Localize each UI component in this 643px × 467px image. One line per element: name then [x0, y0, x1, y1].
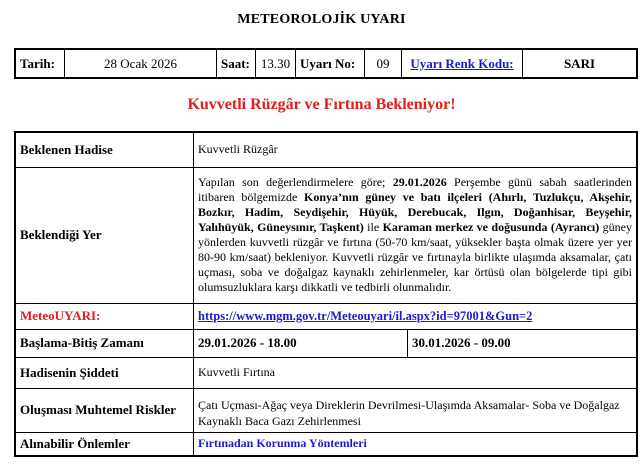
siddet-label: Hadisenin Şiddeti	[15, 357, 194, 388]
tarih-label: Tarih:	[15, 49, 65, 78]
warning-subtitle: Kuvvetli Rüzgâr ve Fırtına Bekleniyor!	[187, 96, 456, 113]
risk-label: Oluşması Muhtemel Riskler	[15, 388, 194, 432]
renk-kodu-link[interactable]: Uyarı Renk Kodu:	[410, 55, 514, 71]
renk-kodu-value: SARI	[523, 49, 638, 78]
document-title: METEOROLOJİK UYARI	[237, 12, 406, 27]
saat-label: Saat:	[217, 49, 256, 78]
warning-header-table	[14, 48, 638, 79]
siddet-value: Kuvvetli Fırtına	[194, 357, 638, 388]
uyari-no-value: 09	[365, 49, 402, 78]
onlem-link[interactable]: Fırtınadan Korunma Yöntemleri	[198, 436, 367, 451]
row-onlemler	[15, 432, 637, 456]
meteouyari-link[interactable]: https://www.mgm.gov.tr/Meteouyari/il.aspx?id=97001&Gun=2	[198, 308, 533, 323]
zaman-end: 30.01.2026 - 09.00	[408, 329, 638, 357]
tarih-value: 28 Ocak 2026	[65, 49, 217, 78]
zaman-start: 29.01.2026 - 18.00	[194, 329, 408, 357]
meteo-label: MeteoUYARI:	[15, 303, 194, 329]
onlem-label: Alınabilir Önlemler	[15, 432, 194, 456]
warning-detail-table	[14, 131, 638, 457]
zaman-label: Başlama-Bitiş Zamanı	[15, 329, 194, 357]
yer-description: Yapılan son değerlendirmelere göre; 29.01.2026 Perşembe günü sabah saatlerinden itibaren bölgemizde Konya’nın güney ve batı ilçeleri (Ahırlı, Tuzlukçu, Akşehir, Bozkır, Hadim, Seydişehir, Hüyük, Derebucak, Ilgın, Doğanhisar, Beyşehir, Yalıhüyük, Güneysınır, Taşkent) ile Karaman merkez ve doğusunda (Ayrancı) güney yönlerden kuvvetli rüzgâr ve fırtına (50-70 km/saat, yüksekler başta olmak üzere yer yer 80-90 km/saat) bekleniyor. Kuvvetli rüzgâr ve fırtınayla birlikte ulaşımda aksamalar, çatı uçması, soba ve doğalgaz kaynaklı zehirlenmeler, kar örtüsü olan bölgelerde tipi gibi olumsuzluklara karşı dikkatli ve tedbirli olunmalıdır.	[194, 167, 638, 303]
yer-label: Beklendiği Yer	[15, 167, 194, 303]
row-riskler	[15, 388, 637, 432]
uyari-no-label: Uyarı No:	[296, 49, 365, 78]
row-siddet	[15, 357, 637, 388]
row-zaman	[15, 329, 637, 357]
row-hadise	[15, 132, 637, 167]
risk-value: Çatı Uçması-Ağaç veya Direklerin Devrilmesi-Ulaşımda Aksamalar- Soba ve Doğalgaz Kaynaklı Baca Gazı Zehirlenmesi	[194, 388, 638, 432]
hadise-label: Beklenen Hadise	[15, 132, 194, 167]
row-beklendigi-yer	[15, 167, 637, 303]
row-meteouyari	[15, 303, 637, 329]
hadise-value: Kuvvetli Rüzgâr	[194, 132, 638, 167]
saat-value: 13.30	[256, 49, 296, 78]
